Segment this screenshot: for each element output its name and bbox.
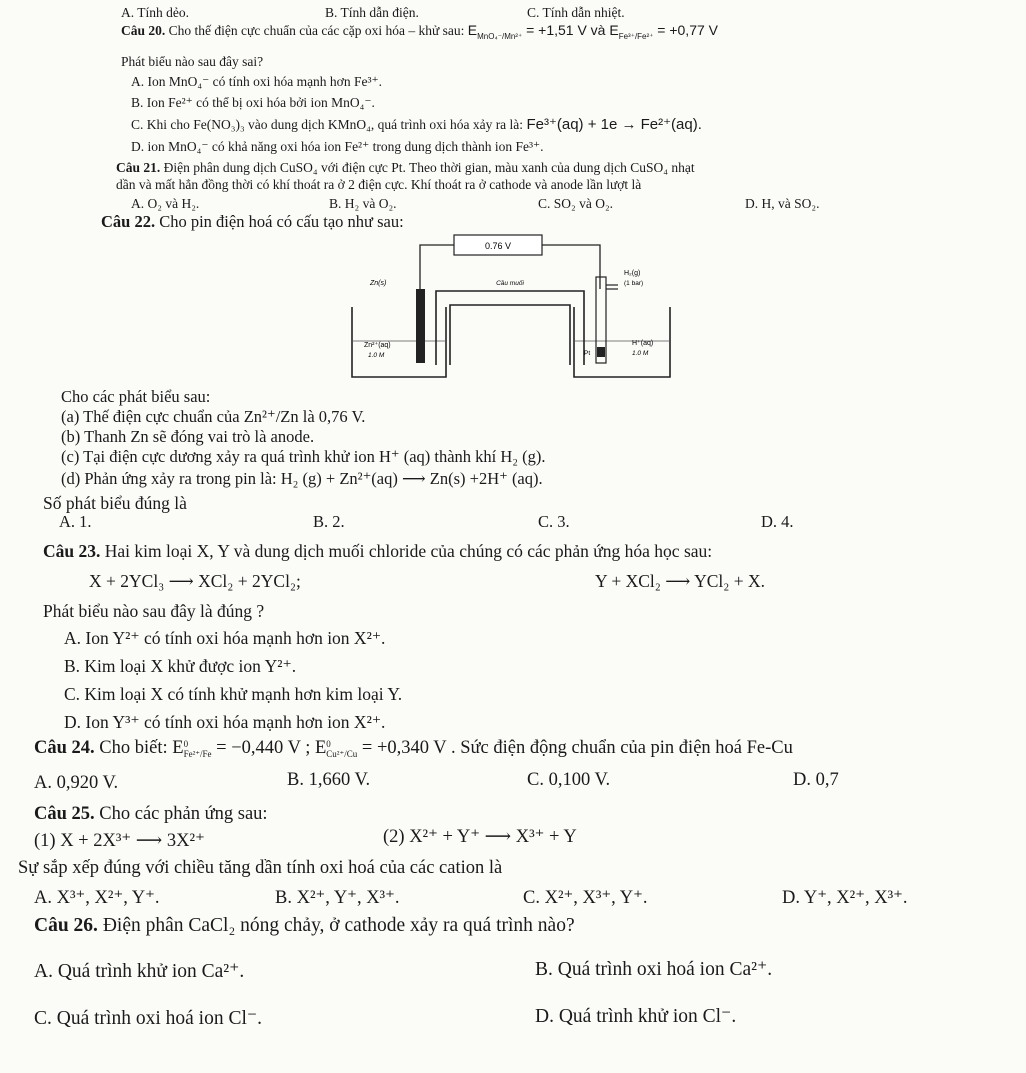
q20-option-a: A. Ion MnO₄⁻ có tính oxi hóa mạnh hơn Fe³⁺. [131, 74, 382, 89]
q20-e1-symbol: E [467, 22, 478, 38]
label-zn-electrode: Zn(s) [370, 280, 387, 287]
q20-option-d: D. ion MnO₄⁻ có khả năng oxi hóa ion Fe²⁺ trong dung dịch thành ion Fe³⁺. [131, 139, 544, 154]
q26-option-a: A. Quá trình khử ion Ca²⁺. [34, 961, 245, 982]
q22-statement-b: (b) Thanh Zn sẽ đóng vai trò là anode. [61, 427, 315, 446]
q20-stem [121, 22, 718, 41]
q22-option-d: D. 4. [761, 512, 794, 531]
q23-question: Phát biểu nào sau đây là đúng ? [43, 601, 265, 621]
label-zn-ion: Zn²⁺(aq) [364, 342, 391, 349]
zinc-electrode [416, 289, 425, 363]
q22-option-b: B. 2. [313, 512, 345, 531]
label-right-concentration: 1.0 M [632, 350, 649, 357]
q20-e2-sub: Fe³⁺/Fe²⁺ [618, 31, 654, 41]
q25-order: Sự sắp xếp đúng với chiều tăng dần tính oxi hoá của các cation là [18, 858, 503, 878]
q24-e2 [315, 738, 357, 758]
q23-equation-2: Y + XCl₂ ⟶ YCl₂ + X. [595, 571, 765, 591]
q23-equation-1: X + 2YCl₃ ⟶ XCl₂ + 2YCl₂; [89, 571, 301, 591]
q25-stem [34, 804, 268, 825]
q21-stem-line1 [116, 160, 695, 176]
label-h2-gas: H₂(g) [624, 270, 641, 277]
right-beaker [574, 307, 670, 377]
q23-option-d: D. Ion Y³⁺ có tính oxi hóa mạnh hơn ion X²⁺. [64, 712, 386, 732]
voltmeter-label: 0.76 V [484, 241, 512, 251]
q21-option-b: B. H₂ và O₂. [329, 196, 397, 211]
salt-bridge-outer [436, 291, 584, 365]
wire-right [542, 245, 600, 289]
q24-e2-sub: Cu²⁺/Cu [326, 748, 358, 759]
q24-e1-symbol: E [172, 738, 184, 758]
q26-option-d: D. Quá trình khử ion Cl⁻. [535, 1006, 737, 1027]
q23-text: Hai kim loại X, Y và dung dịch muối chloride của chúng có các phản ứng hóa học sau: [104, 541, 713, 561]
q24-e1 [172, 738, 211, 758]
q26-label: Câu 26. [34, 915, 98, 936]
q23-option-b: B. Kim loại X khử được ion Y²⁺. [64, 656, 297, 676]
q20-e2-symbol: E [609, 22, 619, 38]
platinum-electrode [597, 347, 605, 357]
q23-label: Câu 23. [43, 541, 101, 561]
q21-option-d: D. H, và SO₂. [745, 196, 820, 211]
q24-option-c: C. 0,100 V. [527, 770, 611, 790]
q24-pre: Cho biết: [99, 738, 168, 758]
q21-option-c: C. SO₂ và O₂. [538, 196, 614, 211]
q24-e2-symbol: E [314, 738, 327, 758]
q22-option-c: C. 3. [538, 512, 570, 531]
q20-e1-sub: MnO₄⁻/Mn²⁺ [477, 31, 523, 41]
q24-e2-value: = +0,340 V . Sức điện động chuẩn của pin điện hoá Fe-Cu [361, 738, 793, 758]
q26-option-c: C. Quá trình oxi hoá ion Cl⁻. [34, 1008, 263, 1029]
label-salt-bridge: Cầu muối [496, 280, 524, 287]
q20-option-c [131, 116, 702, 133]
q20-question: Phát biểu nào sau đây sai? [121, 54, 264, 69]
q20-stem-text: Cho thế điện cực chuẩn của các cặp oxi hóa – khử sau: [168, 23, 465, 38]
q20-e2 [609, 22, 718, 41]
q24-option-d: D. 0,7 [793, 770, 839, 790]
q22-ask: Số phát biểu đúng là [43, 493, 187, 513]
q22-statement-a: (a) Thế điện cực chuẩn của Zn²⁺/Zn là 0,76 V. [61, 407, 366, 426]
q25-equation-1: (1) X + 2X³⁺ ⟶ 3X²⁺ [34, 831, 205, 851]
q23-stem [43, 541, 712, 561]
galvanic-cell-diagram [346, 229, 686, 389]
q24-stem [34, 738, 793, 759]
q23-option-a: A. Ion Y²⁺ có tính oxi hóa mạnh hơn ion X²⁺. [64, 628, 386, 648]
q24-e1-sup: 0 [183, 738, 189, 749]
q22-option-a: A. 1. [59, 512, 92, 531]
q20-label: Câu 20. [121, 23, 166, 38]
q25-option-b: B. X²⁺, Y⁺, X³⁺. [275, 888, 400, 908]
q26-option-b: B. Quá trình oxi hoá ion Ca²⁺. [535, 959, 773, 980]
q22-statement-d: (d) Phản ứng xảy ra trong pin là: H₂ (g) + Zn²⁺(aq) ⟶ Zn(s) +2H⁺ (aq). [61, 469, 543, 488]
q20-option-b: B. Ion Fe²⁺ có thể bị oxi hóa bởi ion MnO₄⁻. [131, 95, 375, 110]
q24-option-a: A. 0,920 V. [34, 773, 119, 793]
q20-e1 [467, 22, 610, 41]
q25-option-a: A. X³⁺, X²⁺, Y⁺. [34, 888, 160, 908]
q20-option-c-equation: Fe³⁺(aq) + 1e → Fe²⁺(aq). [526, 116, 702, 133]
q20-option-c-text: C. Khi cho Fe(NO₃)₃ vào dung dịch KMnO₄, quá trình oxi hóa xảy ra là: [131, 117, 524, 132]
q24-e2-sup: 0 [326, 738, 331, 749]
q25-equation-2: (2) X²⁺ + Y⁺ ⟶ X³⁺ + Y [383, 827, 577, 847]
q24-option-b: B. 1,660 V. [287, 770, 371, 790]
q22-text: Cho pin điện hoá có cấu tạo như sau: [159, 212, 404, 231]
q21-text-1: Điện phân dung dịch CuSO₄ với điện cực Pt. Theo thời gian, màu xanh của dung dịch CuSO₄ nhạt [163, 160, 695, 175]
q21-label: Câu 21. [116, 160, 161, 175]
label-pt: Pt [584, 350, 591, 357]
q24-e1-value: = −0,440 V ; [216, 738, 311, 758]
label-left-concentration: 1.0 M [368, 352, 385, 359]
label-h-ion: H⁺(aq) [632, 340, 654, 347]
q25-label: Câu 25. [34, 804, 95, 824]
q25-option-d: D. Y⁺, X²⁺, X³⁺. [782, 888, 908, 908]
label-pressure: (1 bar) [624, 280, 644, 287]
q26-stem [34, 915, 575, 937]
q21-option-a: A. O₂ và H₂. [131, 196, 200, 211]
option-b: B. Tính dẫn điện. [325, 5, 419, 20]
q21-stem-line2: dần và mất hẳn đồng thời có khí thoát ra ở 2 điện cực. Khí thoát ra ở cathode và anode lần lượt là [116, 177, 642, 192]
q20-e2-value: = +0,77 V [657, 22, 718, 38]
q25-option-c: C. X²⁺, X³⁺, Y⁺. [523, 888, 648, 908]
q24-e1-sub: Fe²⁺/Fe [183, 748, 212, 759]
q25-text: Cho các phản ứng sau: [99, 804, 268, 824]
q26-text: Điện phân CaCl₂ nóng chảy, ở cathode xảy ra quá trình nào? [102, 915, 575, 936]
q22-statement-c: (c) Tại điện cực dương xảy ra quá trình khử ion H⁺ (aq) thành khí H₂ (g). [61, 447, 546, 466]
option-c: C. Tính dẫn nhiệt. [527, 5, 625, 20]
wire-left [420, 245, 454, 289]
q22-label: Câu 22. [101, 212, 156, 231]
q20-e1-value: = +1,51 V và [526, 22, 606, 38]
q22-intro: Cho các phát biểu sau: [61, 387, 211, 406]
q23-option-c: C. Kim loại X có tính khử mạnh hơn kim loại Y. [64, 684, 403, 704]
option-a: A. Tính dẻo. [121, 5, 189, 20]
q24-label: Câu 24. [34, 738, 95, 758]
salt-bridge-inner [450, 305, 570, 365]
